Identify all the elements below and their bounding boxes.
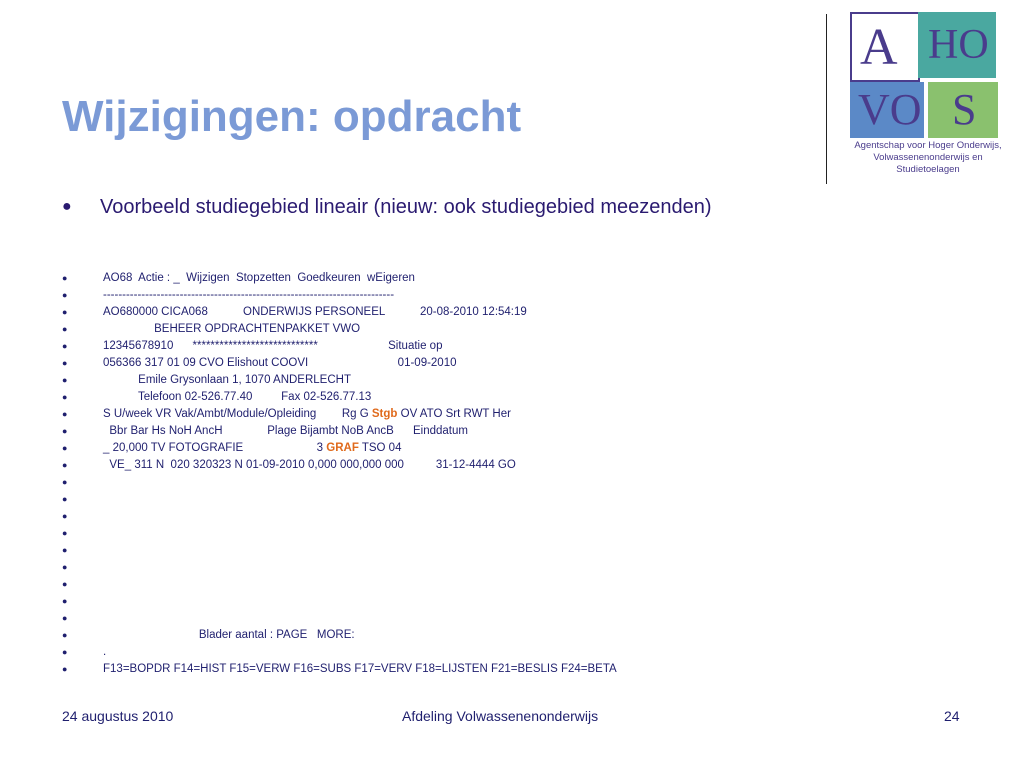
logo-letter-a: A <box>860 19 898 76</box>
screen-line-text <box>103 644 106 661</box>
highlighted-code: GRAF <box>326 442 359 454</box>
bullet-icon: ● <box>62 198 72 215</box>
bullet-icon: ● <box>62 511 68 521</box>
screen-line-text <box>103 423 468 440</box>
screen-text-segment: Blader aantal : PAGE MORE: <box>103 629 355 641</box>
logo-tagline <box>848 140 1008 176</box>
screen-text-segment: S U/week VR Vak/Ambt/Module/Opleiding Rg G <box>103 408 372 420</box>
screen-text-segment: BEHEER OPDRACHTENPAKKET VWO <box>103 323 361 335</box>
bullet-icon: ● <box>62 630 68 640</box>
bullet-icon: ● <box>62 477 68 487</box>
screen-text-segment: . <box>103 646 107 658</box>
bullet-icon: ● <box>62 596 68 606</box>
screen-text-segment: Telefoon 02-526.77.40 Fax 02-526.77.13 <box>103 391 372 403</box>
bullet-icon: ● <box>62 273 68 283</box>
screen-line-text <box>103 406 511 423</box>
screen-line-text <box>103 321 360 338</box>
bullet-icon: ● <box>62 324 68 334</box>
screen-line-text <box>103 661 617 678</box>
bullet-icon: ● <box>62 409 68 419</box>
main-bullet-text: Voorbeeld studiegebied lineair (nieuw: ook studiegebied meezenden) <box>100 196 712 218</box>
logo-letter-s: S <box>952 85 977 134</box>
screen-line-text <box>103 338 442 355</box>
bullet-icon: ● <box>62 562 68 572</box>
screen-line-text <box>103 287 394 304</box>
bullet-icon: ● <box>62 307 68 317</box>
screen-text-segment: F13=BOPDR F14=HIST F15=VERW F16=SUBS F17=VERV F18=LIJSTEN F21=BESLIS F24=BETA <box>103 663 617 675</box>
bullet-icon: ● <box>62 426 68 436</box>
screen-text-segment: Emile Grysonlaan 1, 1070 ANDERLECHT <box>103 374 351 386</box>
bullet-icon: ● <box>62 664 68 674</box>
screen-line-text <box>103 440 401 457</box>
bullet-icon: ● <box>62 290 68 300</box>
screen-text-segment: 056366 317 01 09 CVO Elishout COOVI 01-09-2010 <box>103 357 457 369</box>
logo-tagline-line-1: Agentschap voor Hoger Onderwijs, <box>854 140 1002 151</box>
logo-letter-ho: HO <box>928 22 989 68</box>
highlighted-code: Stgb <box>371 408 398 420</box>
slide-title: Wijzigingen: opdracht <box>62 92 522 141</box>
screen-text-segment: TSO 04 <box>358 442 402 454</box>
screen-line-text <box>103 355 457 372</box>
bullet-icon: ● <box>62 494 68 504</box>
screen-line-text <box>103 627 355 644</box>
screen-line-text <box>103 270 415 287</box>
bullet-icon: ● <box>62 545 68 555</box>
screen-line-text <box>103 457 516 474</box>
screen-line-text <box>103 372 351 389</box>
screen-line-text <box>103 389 371 406</box>
logo-tagline-line-2: Volwassenenonderwijs en Studietoelagen <box>873 152 983 175</box>
logo-letter-vo: VO <box>858 85 922 134</box>
screen-text-segment: Bbr Bar Hs NoH AncH Plage Bijambt NoB AncB Einddatum <box>103 425 468 437</box>
footer-department: Afdeling Volwassenenonderwijs <box>402 708 599 724</box>
screen-text-segment: OV ATO Srt RWT Her <box>397 408 511 420</box>
bullet-icon: ● <box>62 647 68 657</box>
ahovos-logo <box>848 10 1008 182</box>
screen-text-segment: VE_ 311 N 020 320323 N 01-09-2010 0,000 000,000 000 31-12-4444 GO <box>103 459 516 471</box>
screen-line-text <box>103 304 527 321</box>
bullet-icon: ● <box>62 613 68 623</box>
bullet-icon: ● <box>62 375 68 385</box>
bullet-icon: ● <box>62 392 68 402</box>
divider-line <box>826 14 827 184</box>
screen-text-segment: ---------------------------------------------------------------------------- <box>103 289 395 301</box>
footer-date: 24 augustus 2010 <box>62 708 174 724</box>
bullet-icon: ● <box>62 341 68 351</box>
screen-text-segment: AO68 Actie : _ Wijzigen Stopzetten Goedkeuren wEigeren <box>103 272 415 284</box>
bullet-icon: ● <box>62 358 68 368</box>
screen-text-segment: _ 20,000 TV FOTOGRAFIE 3 <box>103 442 327 454</box>
screen-text-segment: AO680000 CICA068 ONDERWIJS PERSONEEL 20-08-2010 12:54:19 <box>103 306 527 318</box>
bullet-icon: ● <box>62 528 68 538</box>
footer-page-number: 24 <box>944 708 960 724</box>
bullet-icon: ● <box>62 579 68 589</box>
screen-text-segment: 12345678910 **************************** Situatie op <box>103 340 443 352</box>
bullet-icon: ● <box>62 443 68 453</box>
bullet-icon: ● <box>62 460 68 470</box>
